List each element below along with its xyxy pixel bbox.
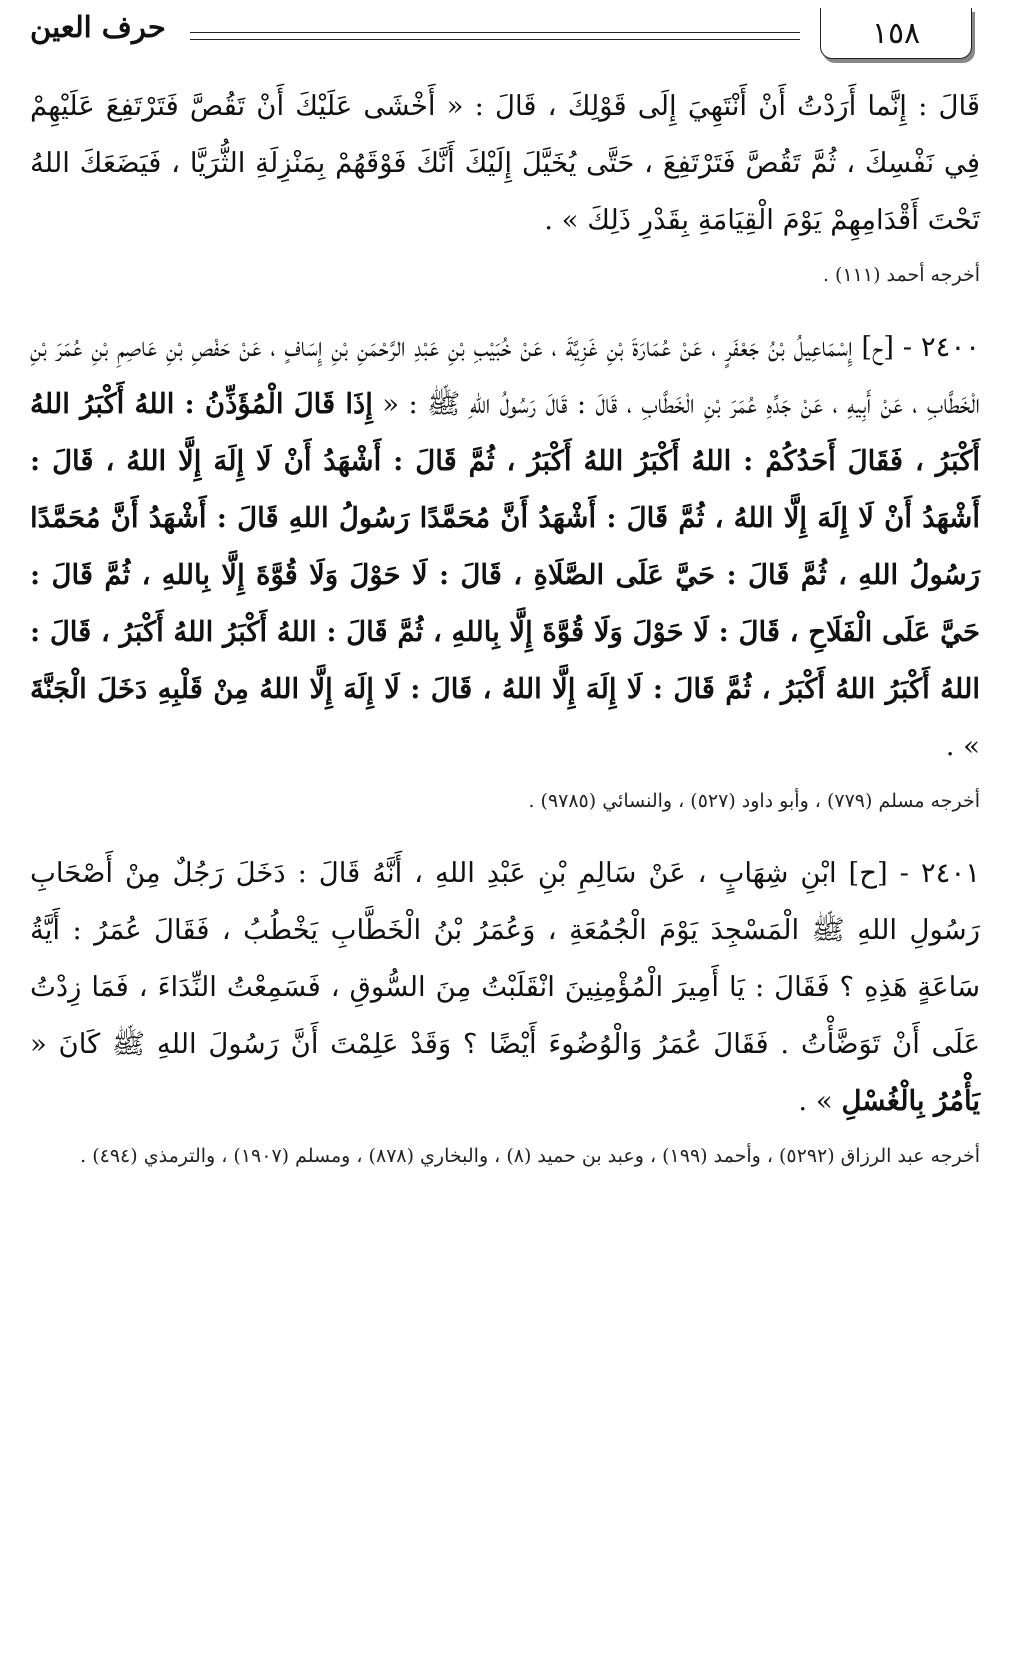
hadith-isnad: ٢٤٠١ - [ح] ابْنِ شِهَابٍ ، عَنْ سَالِمِ بْنِ عَبْدِ اللهِ ، أَنَّهُ قَالَ : دَخَلَ رَجُلٌ مِنْ أَصْحَابِ رَسُولِ اللهِ ﷺ الْمَسْجِدَ يَوْمَ الْجُمُعَةِ ، وَعُمَرُ بْنُ الْخَطَّابِ يَخْطُبُ ، فَقَالَ عُمَرُ : أَيَّةُ سَاعَةٍ هَذِهِ ؟ فَقَالَ : يَا أَمِيرَ الْمُؤْمِنِينَ انْقَلَبْتُ مِنَ السُّوقِ ، فَسَمِعْتُ النِّدَاءَ ، فَمَا زِدْتُ عَلَى أَنْ تَوَضَّأْتُ . فَقَالَ عُمَرُ وَالْوُضُوءَ أَيْضًا ؟ وَقَدْ عَلِمْتَ أَنَّ رَسُولَ اللهِ ﷺ كَانَ « — [30, 857, 980, 1060]
hadith-text — [30, 319, 980, 775]
chapter-title: حرف العين — [30, 10, 166, 44]
takhrij-note: أخرجه عبد الرزاق (٥٢٩٢) ، وأحمد (١٩٩) ، وعبد بن حميد (٨) ، والبخاري (٨٧٨) ، ومسلم (١٩٠٧) ، والترمذي (٤٩٤) . — [80, 1145, 980, 1167]
page-header — [30, 8, 980, 68]
hadith-block — [30, 78, 980, 297]
header-divider — [190, 32, 800, 40]
hadith-isnad: ٢٤٠٠ - [ح] إِسْمَاعِيلُ بْنُ جَعْفَرٍ ، عَنْ عُمَارَةَ بْنِ غَزِيَّةَ ، عَنْ خُبَيْبِ بْنِ عَبْدِ الرَّحْمَنِ بْنِ إِسَافٍ ، عَنْ حَفْصِ بْنِ عَاصِمِ بْنِ عُمَرَ بْنِ الْخَطَّابِ ، عَنْ أَبِيهِ ، عَنْ جَدِّهِ عُمَرَ بْنِ الْخَطَّابِ ، قَالَ : قَالَ رَسُولُ اللهِ ﷺ : « — [30, 331, 980, 420]
takhrij-note: أخرجه أحمد (١١١) . — [822, 264, 980, 286]
hadith-text: قَالَ : إِنَّما أَرَدْتُ أَنْ أَنْتَهِيَ إِلَى قَوْلِكَ ، قَالَ : « أَخْشَى عَلَيْكَ أَنْ تَقُصَّ فَتَرْتَفِعَ عَلَيْهِمْ فِي نَفْسِكَ ، ثُمَّ تَقُصَّ فَتَرْتَفِعَ ، حَتَّى يُخَيَّلَ إِلَيْكَ أَنَّكَ فَوْقَهُمْ بِمَنْزِلَةِ الثُّرَيَّا ، فَيَضَعَكَ اللهُ تَحْتَ أَقْدَامِهِمْ يَوْمَ الْقِيَامَةِ بِقَدْرِ ذَلِكَ » . — [30, 90, 980, 236]
hadith-close: » . — [945, 730, 980, 762]
hadith-matn: يَأْمُرُ بِالْغُسْلِ — [841, 1085, 980, 1117]
hadith-block-2400 — [30, 319, 980, 823]
hadith-matn: إِذَا قَالَ الْمُؤَذِّنُ : اللهُ أَكْبَرُ اللهُ أَكْبَرُ ، فَقَالَ أَحَدُكُمْ : اللهُ أَكْبَرُ اللهُ أَكْبَرُ ، ثُمَّ قَالَ : أَشْهَدُ أَنْ لَا إِلَهَ إِلَّا اللهُ ، قَالَ : أَشْهَدُ أَنْ لَا إِلَهَ إِلَّا اللهُ ، ثُمَّ قَالَ : أَشْهَدُ أَنَّ مُحَمَّدًا رَسُولُ اللهِ قَالَ : أَشْهَدُ أَنَّ مُحَمَّدًا رَسُولُ اللهِ ، ثُمَّ قَالَ : حَيَّ عَلَى الصَّلَاةِ ، قَالَ : لَا حَوْلَ وَلَا قُوَّةَ إِلَّا بِاللهِ ، ثُمَّ قَالَ : حَيَّ عَلَى الْفَلَاحِ ، قَالَ : لَا حَوْلَ وَلَا قُوَّةَ إِلَّا بِاللهِ ، ثُمَّ قَالَ : اللهُ أَكْبَرُ اللهُ أَكْبَرُ ، قَالَ : اللهُ أَكْبَرُ اللهُ أَكْبَرُ ، ثُمَّ قَالَ : لَا إِلَهَ إِلَّا اللهُ ، قَالَ : لَا إِلَهَ إِلَّا اللهُ مِنْ قَلْبِهِ دَخَلَ الْجَنَّةَ — [30, 388, 980, 705]
hadith-text — [30, 845, 980, 1130]
takhrij-note: أخرجه مسلم (٧٧٩) ، وأبو داود (٥٢٧) ، والنسائي (٩٧٨٥) . — [528, 790, 980, 812]
hadith-block-2401 — [30, 845, 980, 1178]
page-content — [30, 78, 980, 1178]
page-number: ١٥٨ — [820, 8, 972, 59]
hadith-close: » . — [798, 1085, 842, 1117]
